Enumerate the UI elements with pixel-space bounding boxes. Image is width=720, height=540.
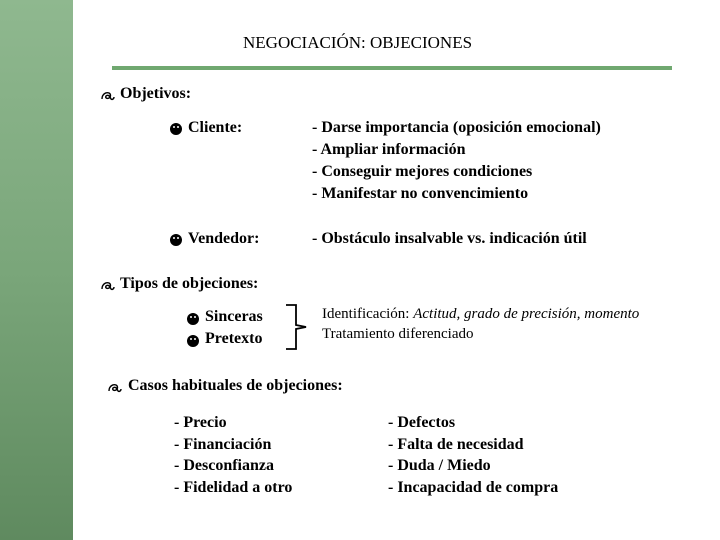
caso-item: - Precio [174, 414, 227, 431]
smiley-bullet-icon [187, 313, 199, 325]
scroll-a-icon [100, 279, 116, 291]
side-decoration-bar [0, 0, 73, 540]
scroll-a-icon [100, 89, 116, 101]
caso-item: - Defectos [388, 414, 456, 431]
vendedor-label: Vendedor: [188, 230, 260, 247]
tipo-item: Pretexto [205, 330, 263, 347]
casos-heading: Casos habituales de objeciones: [128, 377, 343, 394]
smiley-bullet-icon [187, 335, 199, 347]
cliente-item: - Manifestar no convencimiento [312, 185, 529, 202]
tratamiento-line: Tratamiento diferenciado [322, 326, 474, 342]
cliente-item: - Ampliar información [312, 141, 466, 158]
objetivos-heading: Objetivos: [120, 85, 192, 102]
title-underline [112, 66, 672, 70]
cliente-label: Cliente: [188, 119, 243, 136]
right-brace-icon [284, 303, 310, 351]
smiley-bullet-icon [170, 123, 182, 135]
identificacion-prefix: Identificación: [322, 306, 410, 322]
page-title: NEGOCIACIÓN: OBJECIONES [243, 33, 473, 52]
caso-item: - Financiación [174, 436, 272, 453]
cliente-item: - Darse importancia (oposición emocional) [312, 119, 601, 136]
caso-item: - Incapacidad de compra [388, 479, 559, 496]
identificacion-detail: Actitud, grado de precisión, momento [413, 306, 640, 322]
tipo-item: Sinceras [205, 308, 263, 325]
caso-item: - Duda / Miedo [388, 457, 491, 474]
tipos-heading: Tipos de objeciones: [120, 275, 259, 292]
cliente-item: - Conseguir mejores condiciones [312, 163, 533, 180]
caso-item: - Falta de necesidad [388, 436, 524, 453]
scroll-a-icon [107, 381, 123, 393]
smiley-bullet-icon [170, 234, 182, 246]
caso-item: - Fidelidad a otro [174, 479, 293, 496]
identificacion-line [322, 306, 639, 323]
vendedor-item: - Obstáculo insalvable vs. indicación útil [312, 230, 587, 247]
caso-item: - Desconfianza [174, 457, 274, 474]
